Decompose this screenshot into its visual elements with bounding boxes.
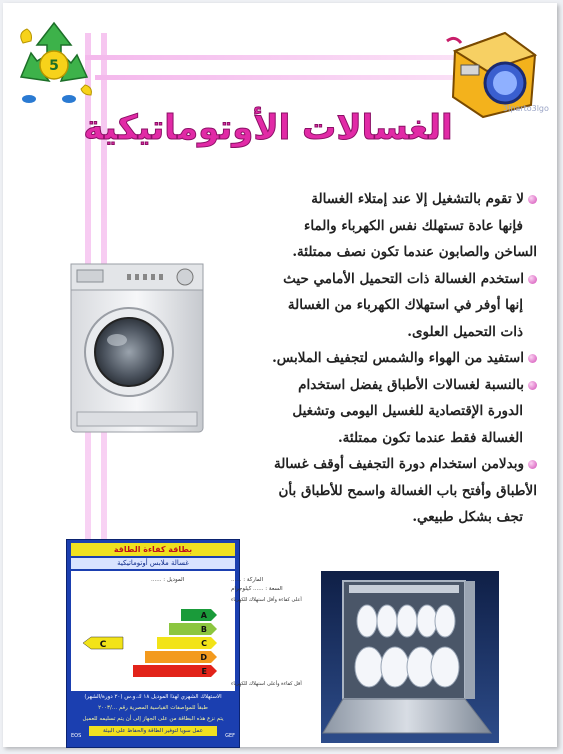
eos-logo: EOS — [71, 733, 82, 739]
frame-stripe-top-inner — [95, 75, 475, 80]
page-title — [83, 83, 453, 163]
watermark-text: 3lparto3lgo — [503, 104, 549, 113]
energy-label-subheader: غسالة ملابس أوتوماتيكية — [71, 558, 235, 569]
bullet-icon — [528, 195, 537, 204]
tip-paragraph — [187, 266, 537, 346]
energy-label-body — [71, 571, 302, 691]
tip-line: الدورة الإقتصادية للغسيل اليومى وتشغيل — [292, 403, 523, 419]
energy-label-bottom-note: أقل كفاءة وأعلى استهلاك للكهرباء — [231, 681, 302, 687]
energy-class-bar-b — [169, 623, 217, 635]
document-page — [3, 3, 557, 747]
tip-line: وبدلامن استخدام دورة التجفيف أوقف غسالة — [187, 451, 537, 478]
energy-label-brand: الماركة : ...... — [231, 577, 264, 583]
tip-line: إنها أوفر في استهلاك الكهرباء من الغسالة — [287, 297, 523, 313]
dishwasher-image — [321, 571, 499, 743]
tip-paragraph — [187, 451, 537, 531]
bullet-icon — [528, 354, 537, 363]
tips-list — [187, 186, 537, 531]
energy-class-bar-a — [181, 609, 217, 621]
energy-label-spec: طبقاً للمواصفات القياسية المصرية رقم .../٢٠٠٣ — [98, 705, 208, 711]
tip-line: استخدم الغسالة ذات التحميل الأمامي حيث — [187, 266, 537, 293]
gef-logo: GEF — [225, 733, 235, 739]
tip-line: الأطباق وأفتح باب الغسالة واسمح للأطباق بأن — [278, 482, 537, 499]
energy-rating-letter: C — [99, 640, 107, 650]
tip-line: فإنها عادة تستهلك نفس الكهرباء والماء — [303, 217, 523, 234]
tip-paragraph — [187, 186, 537, 266]
tip-line: لا تقوم بالتشغيل إلا عند إمتلاء الغسالة — [187, 186, 537, 213]
frame-stripe-top — [85, 55, 465, 60]
energy-class-letter: A — [200, 611, 207, 620]
washing-machine-cartoon-icon — [443, 21, 549, 121]
page-title-text: الغسالات الأوتوماتيكية — [83, 108, 453, 148]
logo-badge-number: 5 — [49, 58, 59, 74]
energy-class-letter: C — [201, 639, 207, 648]
tip-line: استفيد من الهواء والشمس لتجفيف الملابس. — [187, 345, 537, 372]
bullet-icon — [528, 460, 537, 469]
energy-class-bar-c — [157, 637, 217, 649]
tip-line: الساخن والصابون عندما تكون نصف ممتلئة. — [292, 244, 537, 260]
bullet-icon — [528, 275, 537, 284]
tip-line: الغسالة فقط عندما تكون ممتلئة. — [337, 429, 523, 446]
tip-line: بالنسبة لغسالات الأطباق يفضل استخدام — [187, 372, 537, 399]
energy-label-consumption: الاستهلاك الشهري لهذا الموديل ١٨ ك.و.س (٢٠ دورة/الشهر) — [84, 694, 222, 700]
energy-class-letter: E — [201, 667, 207, 676]
energy-label-header: بطاقة كفاءة الطاقة — [71, 543, 235, 556]
tip-line: تجف بشكل طبيعي. — [412, 509, 523, 525]
energy-label-top-note: أعلى كفاءة وأقل استهلاك للكهرباء — [231, 597, 302, 603]
recycle-mascot-logo — [9, 15, 99, 105]
bullet-icon — [528, 381, 537, 390]
energy-label-footer-note: يتم نزع هذه البطاقة من على الجهاز إلى أن يتم تسليمه للعميل — [82, 716, 224, 722]
tip-line: ذات التحميل العلوى. — [407, 323, 523, 340]
energy-class-letter: D — [200, 653, 207, 662]
energy-class-scale — [71, 571, 302, 691]
front-load-washer-image — [67, 256, 207, 436]
energy-label-model: الموديل : ...... — [151, 577, 185, 583]
energy-label-footer-slogan: عمل سويا لتوفير الطاقة والحفاظ على البيئة — [89, 726, 217, 736]
energy-label-capacity: السعة : ...... كيلوجرام — [231, 586, 283, 592]
energy-class-letter: B — [200, 625, 207, 634]
tip-paragraph — [187, 345, 537, 372]
tip-paragraph — [187, 372, 537, 452]
energy-efficiency-label — [66, 539, 302, 748]
